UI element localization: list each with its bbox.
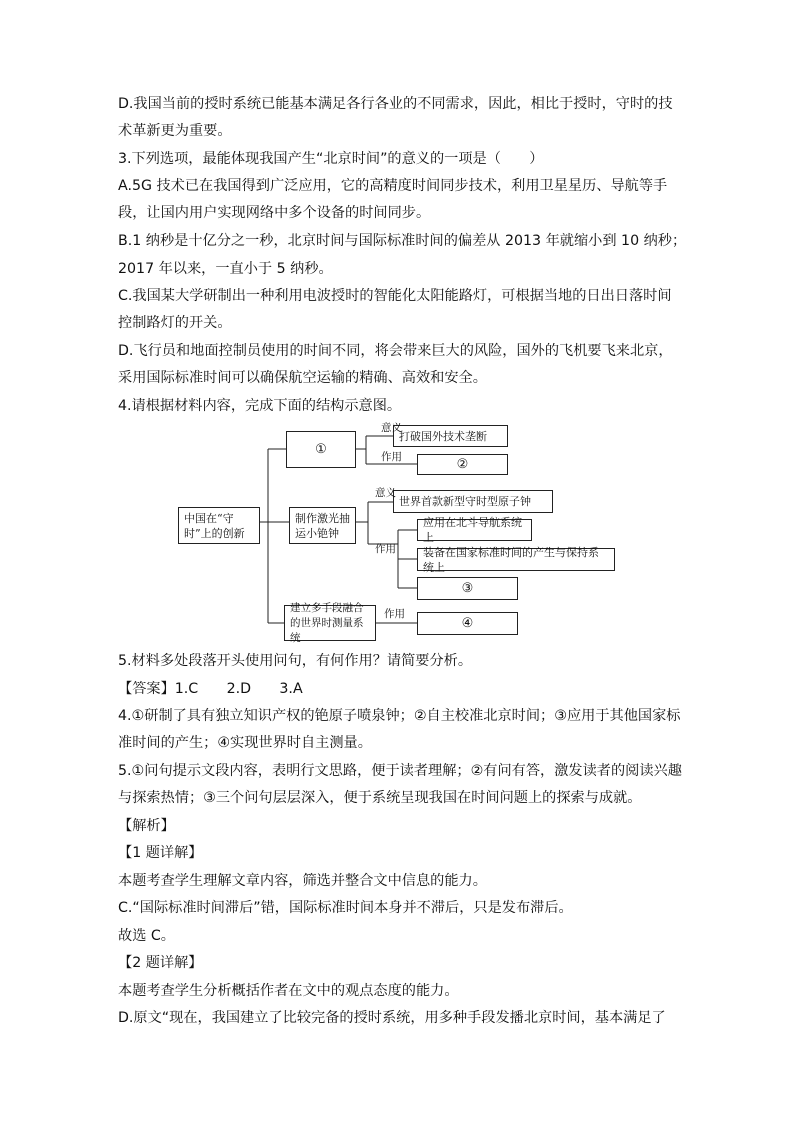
line-6: B.1 纳秒是十亿分之一秒，北京时间与国际标准时间的偏差从 2013 年就缩小到 10 纳秒；	[118, 233, 687, 249]
diagram-node-2-label: 制作激光抽运小铯钟	[295, 511, 350, 540]
diagram-leaf-2c-label: 装备在国家标准时间的产生与保持系统上	[423, 545, 599, 574]
line-12: 4.请根据材料内容，完成下面的结构示意图。	[118, 398, 402, 414]
line-13: 5.材料多处段落开头使用问句，有何作用？请简要分析。	[118, 653, 473, 669]
line-21: 本题考查学生理解文章内容，筛选并整合文中信息的能力。	[118, 873, 487, 889]
line-17: 5.①问句提示文段内容，表明行文思路，便于读者理解；②有问有答，激发读者的阅读兴趣	[118, 763, 682, 779]
diagram-leaf-3a	[417, 612, 518, 635]
diagram-root-node	[178, 507, 260, 544]
diagram-node-1-label: ①	[315, 442, 327, 457]
diagram-leaf-2c	[417, 545, 615, 574]
diagram-leaf-1b-label: ②	[456, 457, 469, 472]
edge-label-meaning-1: 意义	[381, 422, 402, 434]
line-4: A.5G 技术已在我国得到广泛应用，它的高精度时间同步技术，利用卫星星历、导航等手	[118, 178, 668, 194]
line-8: C.我国某大学研制出一种利用电波授时的智能化太阳能路灯，可根据当地的日出日落时间	[118, 288, 672, 304]
edge-label-function-3: 作用	[384, 608, 405, 620]
diagram-leaf-2a	[393, 490, 553, 513]
line-10: D.飞行员和地面控制员使用的时间不同，将会带来巨大的风险，国外的飞机要飞来北京，	[118, 343, 673, 359]
diagram-node-1	[286, 431, 356, 468]
line-7: 2017 年以来，一直小于 5 纳秒。	[118, 261, 333, 277]
edge-label-function-1: 作用	[381, 451, 402, 463]
diagram-root-label: 中国在“守时”上的创新	[184, 511, 245, 540]
line-9: 控制路灯的开关。	[118, 315, 232, 331]
line-1: D.我国当前的授时系统已能基本满足各行各业的不同需求，因此，相比于授时，守时的技	[118, 96, 673, 112]
line-26: D.原文“现在，我国建立了比较完备的授时系统，用多种手段发播北京时间，基本满足了	[118, 1010, 666, 1026]
line-15: 4.①研制了具有独立知识产权的铯原子喷泉钟；②自主校准北京时间；③应用于其他国家标	[118, 708, 681, 724]
diagram-leaf-1a	[393, 425, 508, 447]
diagram-leaf-2b-label: 应用在北斗导航系统上	[423, 516, 522, 544]
line-3: 3.下列选项，最能体现我国产生“北京时间”的意义的一项是（ ）	[118, 151, 544, 167]
diagram-leaf-2d	[417, 577, 518, 600]
diagram-leaf-2a-label: 世界首款新型守时型原子钟	[399, 495, 531, 508]
diagram-leaf-1b	[417, 454, 508, 475]
line-24: 【2 题详解】	[118, 955, 203, 971]
edge-label-meaning-2: 意义	[375, 487, 396, 499]
diagram-leaf-3a-label: ④	[461, 616, 474, 631]
diagram-node-3	[284, 601, 376, 644]
line-2: 术革新更为重要。	[118, 123, 232, 139]
edge-label-function-2: 作用	[375, 543, 396, 555]
line-22: C.“国际标准时间滞后”错，国际标准时间本身并不滞后，只是发布滞后。	[118, 900, 573, 916]
diagram-leaf-2b	[417, 516, 532, 544]
line-11: 采用国际标准时间可以确保航空运输的精确、高效和安全。	[118, 370, 487, 386]
line-23: 故选 C。	[118, 928, 175, 944]
line-14: 【答案】1.C 2.D 3.A	[118, 681, 303, 697]
line-16: 准时间的产生；④实现世界时自主测量。	[118, 735, 372, 751]
diagram-node-2	[289, 507, 356, 544]
diagram-leaf-2d-label: ③	[461, 581, 474, 596]
line-19: 【解析】	[118, 818, 175, 834]
line-5: 段，让国内用户实现网络中多个设备的时间同步。	[118, 205, 431, 221]
diagram-leaf-1a-label: 打破国外技术垄断	[399, 429, 487, 443]
line-20: 【1 题详解】	[118, 845, 203, 861]
line-25: 本题考查学生分析概括作者在文中的观点态度的能力。	[118, 983, 459, 999]
diagram-node-3-label: 建立多手段融合的世界时测量系统	[290, 601, 364, 644]
line-18: 与探索热情；③三个问句层层深入，便于系统呈现我国在时间问题上的探索与成就。	[118, 790, 642, 806]
